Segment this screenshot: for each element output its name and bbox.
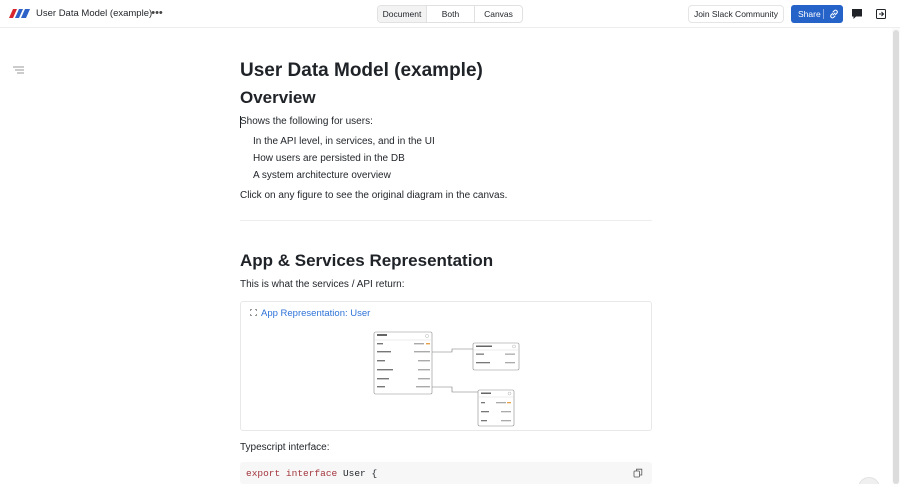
tab-document[interactable]: Document <box>378 6 427 22</box>
share-divider <box>823 9 824 19</box>
embed-title-link[interactable]: App Representation: User <box>261 308 371 319</box>
code-text: User { <box>342 468 378 479</box>
section-intro-text: This is what the services / API return: <box>240 279 405 290</box>
typescript-label: Typescript interface: <box>240 442 330 453</box>
click-hint-text: Click on any figure to see the original diagram in the canvas. <box>240 190 508 201</box>
table-of-contents-icon[interactable] <box>13 66 24 74</box>
help-button[interactable] <box>858 477 880 484</box>
join-slack-button[interactable]: Join Slack Community <box>688 5 784 23</box>
intro-text: Shows the following for users: <box>240 116 373 127</box>
page-title: User Data Model (example) <box>240 60 483 81</box>
diagram-table-user-settings <box>473 343 519 370</box>
scrollbar-thumb[interactable] <box>893 30 899 484</box>
frame-icon <box>250 309 257 316</box>
tab-both[interactable]: Both <box>427 6 475 22</box>
code-line <box>246 468 377 479</box>
code-keyword: export <box>246 468 281 479</box>
more-options-icon[interactable]: ••• <box>151 7 163 19</box>
er-diagram[interactable] <box>372 330 522 428</box>
list-item: A system architecture overview <box>253 170 391 181</box>
overview-heading: Overview <box>240 88 316 107</box>
list-item: How users are persisted in the DB <box>253 153 405 164</box>
exit-icon[interactable] <box>875 8 887 20</box>
list-item: In the API level, in services, and in the UI <box>253 136 435 147</box>
section-heading: App & Services Representation <box>240 251 494 270</box>
diagram-table-users <box>374 332 432 394</box>
code-keyword: interface <box>285 468 338 479</box>
tab-canvas[interactable]: Canvas <box>484 9 513 19</box>
app-logo-icon[interactable] <box>9 9 30 18</box>
copy-icon[interactable] <box>633 468 643 478</box>
section-divider <box>240 220 652 221</box>
view-mode-switcher <box>377 5 523 23</box>
top-bar <box>0 0 900 28</box>
comments-icon[interactable] <box>851 8 863 20</box>
link-icon[interactable] <box>829 9 839 19</box>
doc-title[interactable]: User Data Model (example) <box>36 8 153 19</box>
share-label: Share <box>798 9 821 19</box>
